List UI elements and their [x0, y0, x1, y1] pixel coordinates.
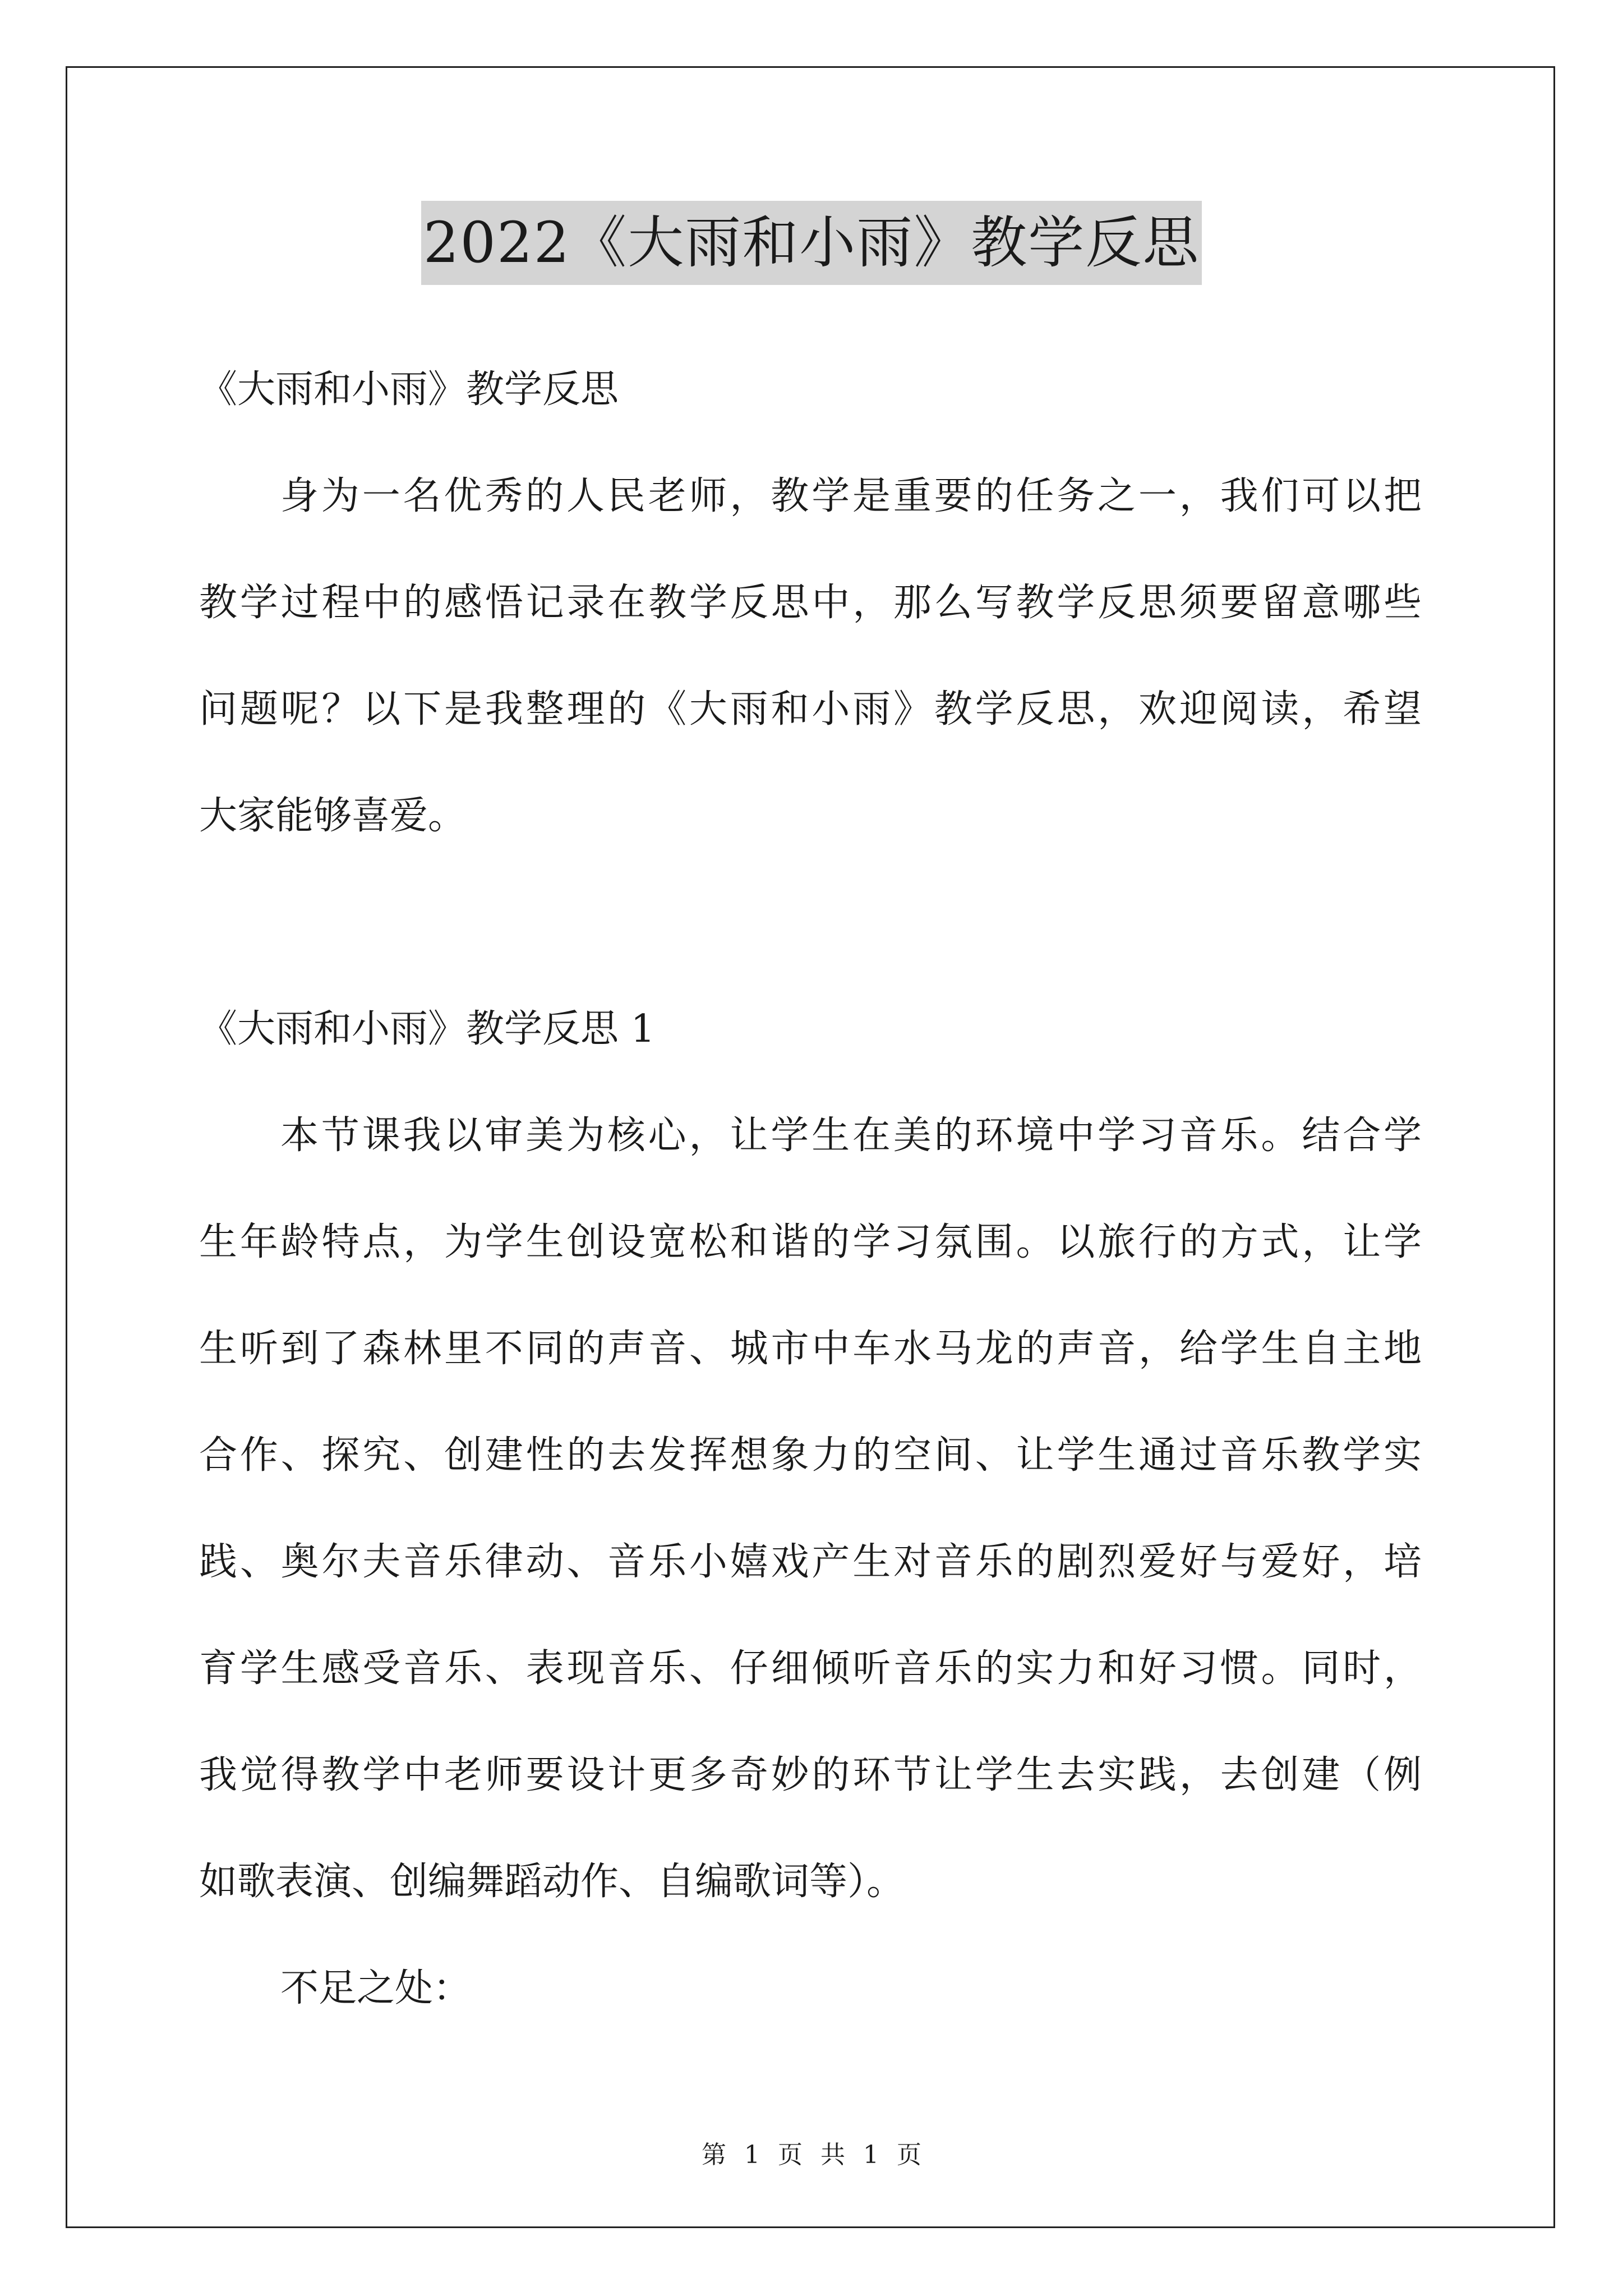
paragraph-line: 育学生感受音乐、表现音乐、仔细倾听音乐的实力和好习惯。同时， — [199, 1646, 1422, 1691]
document-body — [199, 337, 1422, 2042]
paragraph-line: 我觉得教学中老师要设计更多奇妙的环节让学生去实践，去创建（例 — [199, 1753, 1422, 1797]
paragraph-line: 如歌表演、创编舞蹈动作、自编歌词等）。 — [199, 1860, 905, 1904]
paragraph-line: 生年龄特点，为学生创设宽松和谐的学习氛围。以旅行的方式，让学 — [199, 1220, 1422, 1264]
paragraph-line: 生听到了森林里不同的声音、城市中车水马龙的声音，给学生自主地 — [199, 1327, 1422, 1371]
paragraph-line: 践、奥尔夫音乐律动、音乐小嬉戏产生对音乐的剧烈爱好与爱好，培 — [199, 1540, 1422, 1584]
paragraph-line: 身为一名优秀的人民老师，教学是重要的任务之一，我们可以把 — [280, 474, 1422, 518]
title-container — [0, 201, 1623, 285]
paragraph-line: 问题呢？以下是我整理的《大雨和小雨》教学反思，欢迎阅读，希望 — [199, 687, 1422, 731]
paragraph-line: 合作、探究、创建性的去发挥想象力的空间、让学生通过音乐教学实 — [199, 1433, 1422, 1478]
spacer — [199, 869, 1422, 976]
paragraph-line: 大家能够喜爱。 — [199, 794, 467, 838]
section-heading: 《大雨和小雨》教学反思 1 — [199, 1007, 655, 1051]
document-title: 2022《大雨和小雨》教学反思 — [421, 201, 1202, 285]
section-heading: 《大雨和小雨》教学反思 — [199, 367, 619, 412]
paragraph-line: 教学过程中的感悟记录在教学反思中，那么写教学反思须要留意哪些 — [199, 581, 1422, 625]
page-footer: 第 1 页 共 1 页 — [702, 2141, 921, 2169]
shortcoming-label: 不足之处： — [280, 1966, 472, 2010]
paragraph-line: 本节课我以审美为核心，让学生在美的环境中学习音乐。结合学 — [280, 1114, 1422, 1158]
